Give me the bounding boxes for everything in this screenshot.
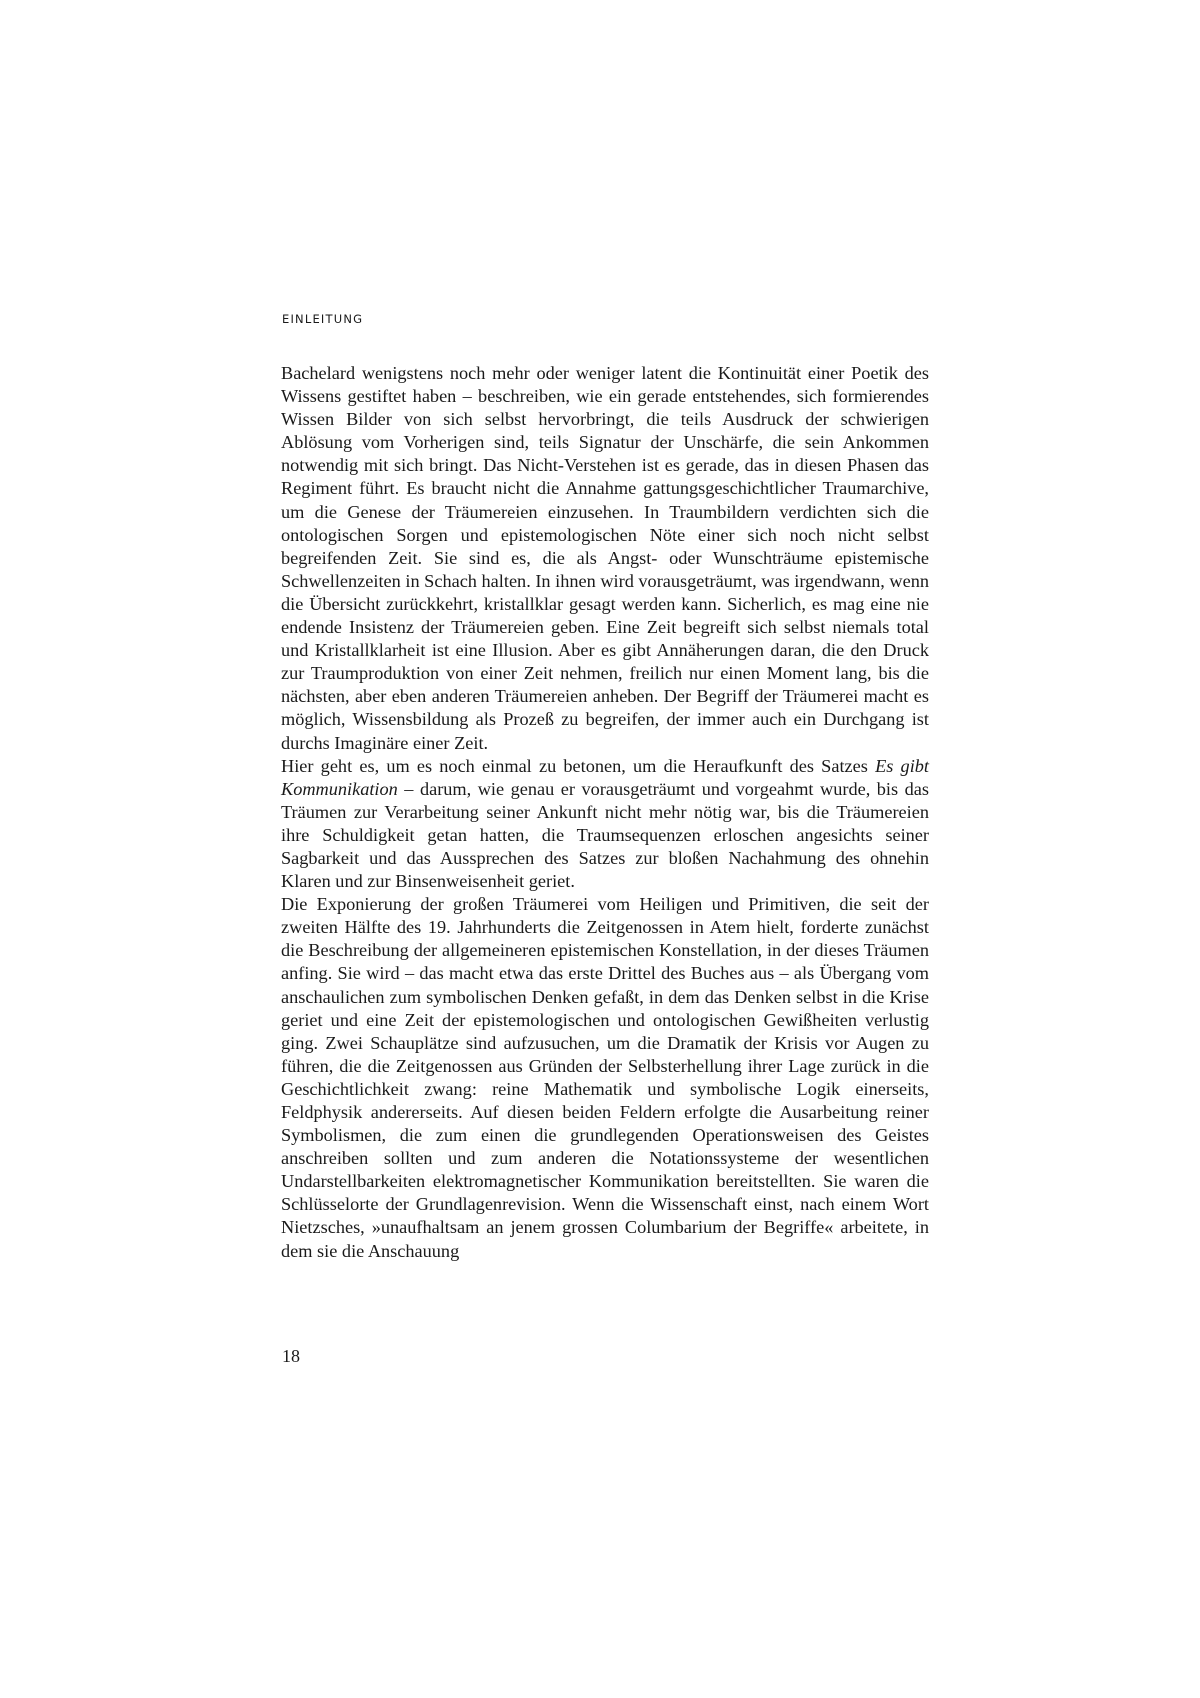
paragraph-text: Die Exponierung der großen Träumerei vom Heiligen und Primitiven, die seit der zweiten Hälfte des 19. Jahrhunderts die Zeitgenossen in Atem hielt, forderte zunächst die Beschreibung der allgemeineren epistemischen Konstellation, in der dieses Träumen anfing. Sie wird – das macht etwa das erste Drittel des Buches aus – als Übergang vom anschaulichen zum symbolischen Denken gefaßt, in dem das Denken selbst in die Krise geriet und eine Zeit der epistemologischen und ontologischen Gewißheiten verlustig ging. Zwei Schauplätze sind aufzusuchen, um die Dramatik der Krisis vor Augen zu führen, die die Zeitgenossen aus Gründen der Selbsterhellung ihrer Lage zurück in die Geschichtlichkeit zwang: reine Mathematik und symbolische Logik einerseits, Feldphysik andererseits. Auf diesen beiden Feldern erfolgte die Ausarbeitung reiner Symbolismen, die zum einen die grundlegenden Operationsweisen des Geistes anschreiben sollten und zum anderen die Notationssysteme der wesentlichen Undarstellbarkeiten elektromagnetischer Kommunikation bereitstellten. Sie waren die Schlüsselorte der Grundlagenrevision. Wenn die Wissenschaft einst, nach einem Wort Nietzsches, »unaufhaltsam an jenem grossen Columbarium der Begriffe« arbeitete, in dem sie die Anschauung [281,894,929,1261]
running-head: EINLEITUNG [282,312,364,326]
body-text [281,362,929,1263]
paragraph [281,362,929,755]
paragraph [281,755,929,894]
page-number: 18 [282,1346,300,1366]
paragraph-text: Bachelard wenigstens noch mehr oder weniger latent die Kontinuität einer Poetik des Wissens gestiftet haben – beschreiben, wie ein gerade entstehendes, sich formierendes Wissen Bilder von sich selbst hervorbringt, die teils Ausdruck der schwierigen Ablösung vom Vorherigen sind, teils Signatur der Unschärfe, die sein Ankommen notwendig mit sich bringt. Das Nicht-Verstehen ist es gerade, das in diesen Phasen das Regiment führt. Es braucht nicht die Annahme gattungsgeschichtlicher Traumarchive, um die Genese der Träumereien einzusehen. In Traumbildern verdichten sich die ontologischen Sorgen und epistemologischen Nöte einer sich noch nicht selbst begreifenden Zeit. Sie sind es, die als Angst- oder Wunschträume epistemische Schwellenzeiten in Schach halten. In ihnen wird vorausgeträumt, was irgendwann, wenn die Übersicht zurückkehrt, kristallklar gesagt werden kann. Sicherlich, es mag eine nie endende Insistenz der Träumereien geben. Eine Zeit begreift sich selbst niemals total und Kristallklarheit ist eine Illusion. Aber es gibt Annäherungen daran, die den Druck zur Traumproduktion von einer Zeit nehmen, freilich nur einen Moment lang, bis die nächsten, aber eben anderen Träumereien anheben. Der Begriff der Träumerei macht es möglich, Wissensbildung als Prozeß zu begreifen, der immer auch ein Durchgang ist durchs Imaginäre einer Zeit. [281,363,929,753]
paragraph-text: Hier geht es, um es noch einmal zu betonen, um die Heraufkunft des Satzes [281,755,876,776]
paragraph [281,893,929,1263]
italic-book-title: Es gibt Kommunikation [281,755,929,799]
paragraph-text: – darum, wie genau er vorausgeträumt und vorgeahmt wurde, bis das Träumen zur Verarbeitung seiner Ankunft nicht mehr nötig war, bis die Träumereien ihre Schuldigkeit getan hatten, die Traumsequenzen erloschen angesichts seiner Sagbarkeit und das Aussprechen des Satzes zur bloßen Nachahmung des ohnehin Klaren und zur Binsenweisenheit geriet. [281,778,929,892]
